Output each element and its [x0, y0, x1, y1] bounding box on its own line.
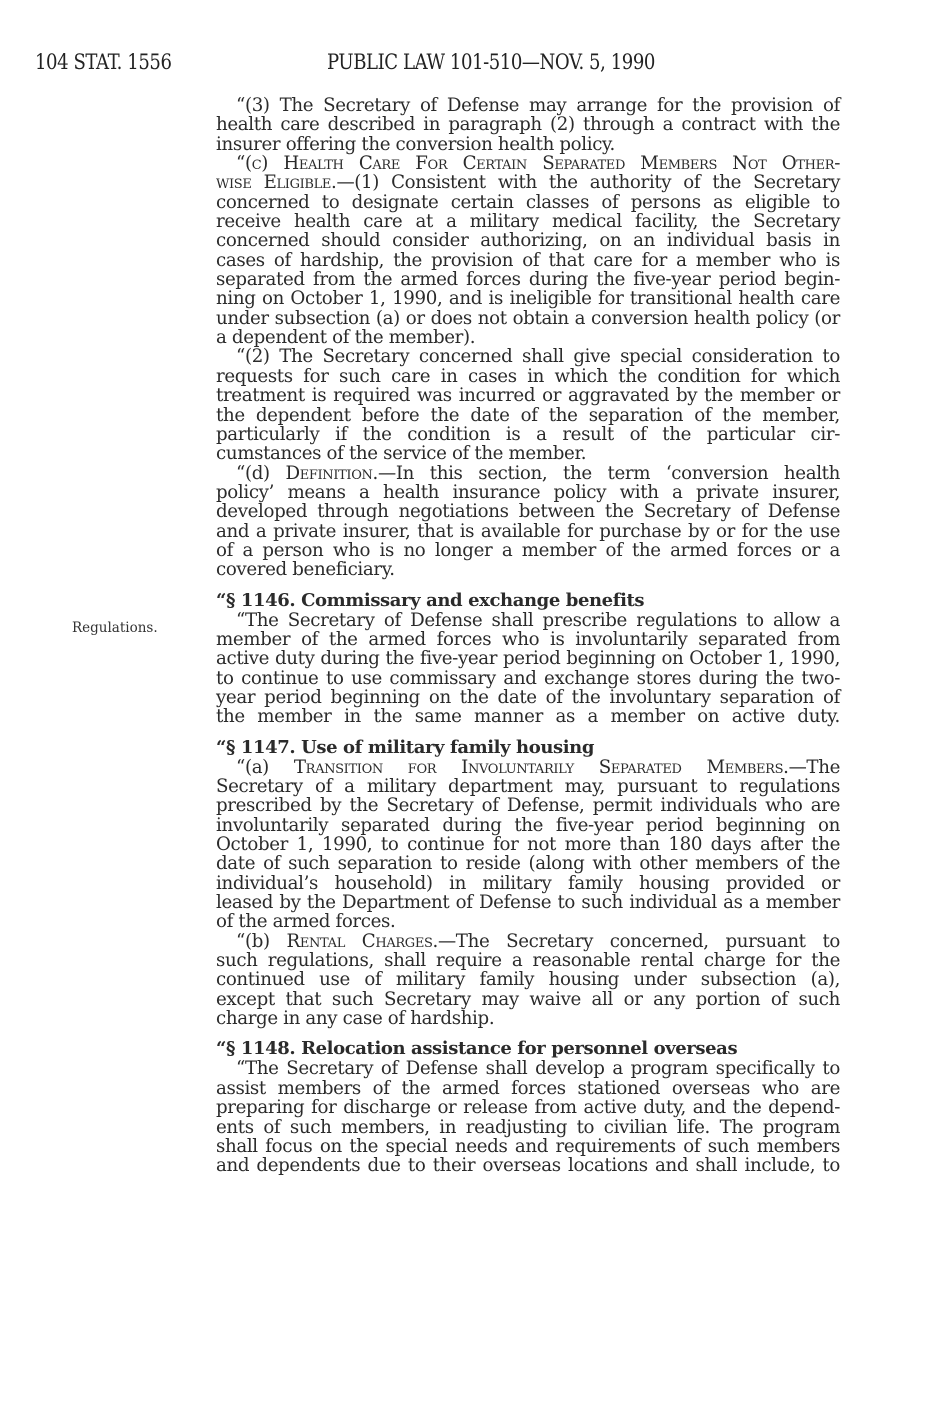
text-line: active duty during the five-year period beginning on October 1, 1990,	[216, 648, 840, 670]
text-line: leased by the Department of Defense to such individual as a member	[216, 892, 840, 914]
text-line: of a person who is no longer a member of the armed forces or a	[216, 539, 840, 561]
text-line: and a private insurer, that is available for purchase by or for the use	[216, 520, 840, 542]
public-law-title: PUBLIC LAW 101-510—NOV. 5, 1990	[327, 50, 655, 74]
text-line: cumstances of the service of the member.	[216, 443, 587, 465]
text-line: continued use of military family housing under subsection (a),	[216, 969, 840, 991]
text-line	[216, 758, 840, 777]
text-line: developed through negotiations between the Secretary of Defense	[216, 501, 840, 523]
text-line: ents of such members, in readjusting to civilian life. The program	[216, 1116, 840, 1138]
section-1148	[216, 1039, 840, 1175]
text-line: “(2) The Secretary concerned shall give special consideration to	[236, 346, 840, 368]
subsection-c	[216, 154, 840, 347]
text-line: Secretary of a military department may, pursuant to regulations	[216, 776, 840, 797]
margin-note-regulations: Regulations.	[72, 620, 158, 636]
text-line: a dependent of the member).	[216, 327, 476, 349]
statute-page-reference: 104 STAT. 1556	[35, 50, 172, 74]
text-line: involuntarily separated during the five-year period beginning on	[216, 814, 840, 836]
section-1147	[216, 738, 840, 1029]
section-heading: “§ 1147. Use of military family housing	[216, 736, 595, 758]
text-line: particularly if the condition is a result of the particular cir-	[216, 423, 840, 445]
subsection-c-heading-cont: wise Eligible.	[216, 172, 337, 194]
text-line	[216, 173, 840, 192]
text-line: concerned should consider authorizing, on an individual basis in	[216, 230, 840, 252]
subsection-a-heading: Transition for Involuntarily Separated Members.	[293, 756, 789, 778]
text-line: cases of hardship, the provision of that care for a member who is	[216, 249, 840, 271]
text-line: covered beneficiary.	[216, 559, 395, 581]
section-heading: “§ 1146. Commissary and exchange benefits	[216, 589, 645, 611]
text-line: receive health care at a military medical facility, the Secretary	[216, 211, 840, 233]
text-line: health care described in paragraph (2) through a contract with the	[216, 114, 840, 136]
text-line: separated from the armed forces during the five-year period begin-	[216, 269, 840, 291]
text-run: —The Secretary concerned, pursuant to	[437, 930, 840, 952]
text-line: “(3) The Secretary of Defense may arrange for the provision of	[236, 95, 840, 116]
text-line: the dependent before the date of the separation of the member,	[216, 404, 840, 426]
subsection-c-heading: “(c) Health Care For Certain Separated Members Not Other-	[236, 153, 840, 175]
text-line: member of the armed forces who is involuntarily separated from	[216, 628, 840, 650]
text-run: —The	[788, 756, 840, 778]
text-line: date of such separation to reside (along with other members of the	[216, 853, 840, 875]
text-line: October 1, 1990, to continue for not more than 180 days after the	[216, 834, 840, 856]
text-run: —In this section, the term ‘conversion health	[377, 462, 840, 484]
paragraph-c2	[216, 347, 840, 463]
document-body	[216, 96, 840, 1176]
text-run: “(b)	[236, 930, 287, 952]
text-line: “The Secretary of Defense shall develop a program specifically to	[236, 1058, 840, 1080]
section-heading: “§ 1148. Relocation assistance for personnel overseas	[216, 1038, 738, 1060]
subsection-d-heading: Definition.	[285, 462, 378, 484]
text-line: individual’s household) in military family housing provided or	[216, 872, 840, 894]
text-line	[216, 932, 840, 951]
text-line: charge in any case of hardship.	[216, 1008, 495, 1030]
text-line: such regulations, shall require a reasonable rental charge for the	[216, 950, 840, 972]
text-line: shall focus on the special needs and requirements of such members	[216, 1135, 840, 1157]
text-line: of the armed forces.	[216, 911, 396, 933]
paragraph-b3	[216, 96, 840, 154]
subsection-c-heading-line	[216, 154, 840, 173]
text-line: policy’ means a health insurance policy with a private insurer,	[216, 481, 840, 503]
subsection-b-heading: Rental Charges.	[286, 930, 438, 952]
text-line: insurer offering the conversion health policy.	[216, 133, 615, 155]
text-line: to continue to use commissary and exchange stores during the two-	[216, 667, 840, 689]
text-line: concerned to designate certain classes of persons as eligible to	[216, 191, 840, 213]
text-line: under subsection (a) or does not obtain a conversion health policy (or	[216, 307, 840, 329]
page-header	[0, 50, 948, 80]
text-line: treatment is required was incurred or aggravated by the member or	[216, 385, 840, 407]
text-line: year period beginning on the date of the involuntary separation of	[216, 686, 840, 708]
text-line: the member in the same manner as a member on active duty.	[216, 706, 840, 728]
section-1146	[216, 591, 840, 727]
text-line: assist members of the armed forces stationed overseas who are	[216, 1077, 840, 1099]
text-line: preparing for discharge or release from active duty, and the depend-	[216, 1097, 840, 1119]
subsection-d	[216, 464, 840, 580]
text-line	[216, 464, 840, 483]
text-line: ning on October 1, 1990, and is ineligible for transitional health care	[216, 288, 840, 310]
text-line: except that such Secretary may waive all or any portion of such	[216, 988, 840, 1010]
text-line: and dependents due to their overseas locations and shall include, to	[216, 1155, 840, 1177]
text-line: requests for such care in cases in which the condition for which	[216, 365, 840, 387]
text-line: prescribed by the Secretary of Defense, permit individuals who are	[216, 795, 840, 817]
text-run: “(d)	[236, 462, 286, 484]
text-line: “The Secretary of Defense shall prescribe regulations to allow a	[236, 609, 840, 631]
text-run: —(1) Consistent with the authority of the Secretary	[336, 172, 841, 194]
text-run: “(a)	[236, 756, 294, 778]
